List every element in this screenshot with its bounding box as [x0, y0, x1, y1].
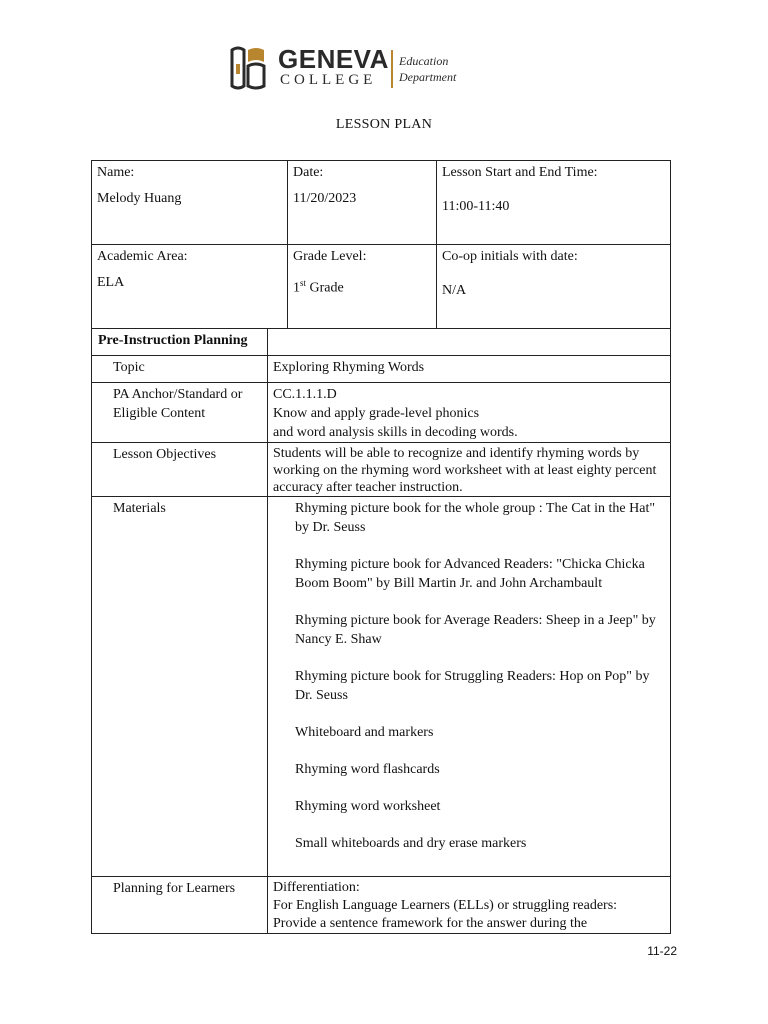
name-value: Melody Huang: [97, 191, 182, 206]
topic-label: Topic: [92, 356, 268, 383]
coop-initials-label: Co-op initials with date:: [442, 249, 578, 264]
grade-word: Grade: [306, 280, 344, 296]
standard-label-line1: PA Anchor/Standard or: [113, 387, 243, 402]
academic-area-label: Academic Area:: [97, 249, 188, 264]
time-cell: [437, 161, 671, 245]
date-label: Date:: [293, 165, 324, 180]
grade-level-cell: [288, 245, 437, 329]
pre-instruction-planning-header: Pre-Instruction Planning: [92, 329, 268, 356]
objectives-label: Lesson Objectives: [92, 443, 268, 497]
planning-table: [91, 328, 671, 934]
time-label: Lesson Start and End Time:: [442, 165, 598, 180]
logo-college-text: COLLEGE: [280, 72, 377, 88]
document-title: LESSON PLAN: [335, 117, 433, 132]
material-item: Rhyming picture book for Struggling Readers: Hop on Pop" by Dr. Seuss: [295, 669, 650, 703]
learners-value: [268, 877, 671, 934]
logo-divider: [391, 50, 393, 88]
learners-line1: Differentiation:: [273, 880, 360, 895]
logo-dept-line1: Education: [399, 54, 449, 68]
grade-number: 1: [293, 280, 300, 296]
standard-label: [92, 383, 268, 443]
material-item: Rhyming word worksheet: [295, 799, 441, 814]
logo-geneva-text: GENEVA: [278, 44, 389, 74]
grade-level-label: Grade Level:: [293, 249, 367, 264]
material-item: Rhyming word flashcards: [295, 762, 440, 777]
page-number: 11-22: [647, 944, 677, 958]
name-label: Name:: [97, 165, 135, 180]
geneva-college-logo: [228, 44, 478, 94]
pre-instruction-planning-empty: [268, 329, 671, 356]
college-crest-icon: [228, 46, 270, 92]
standard-code: CC.1.1.1.D: [273, 387, 337, 402]
standard-value: [268, 383, 671, 443]
grade-ordinal: st: [300, 278, 307, 288]
learners-line2: For English Language Learners (ELLs) or struggling readers:: [273, 898, 618, 913]
lesson-info-table: [91, 160, 671, 329]
academic-area-value: ELA: [97, 275, 125, 290]
topic-value: Exploring Rhyming Words: [268, 356, 671, 383]
material-item: Whiteboard and markers: [295, 725, 434, 740]
date-value: 11/20/2023: [293, 191, 357, 206]
grade-level-value: [293, 273, 431, 299]
coop-initials-value: N/A: [442, 283, 467, 298]
academic-area-cell: [92, 245, 288, 329]
time-value: 11:00-11:40: [442, 199, 510, 214]
coop-initials-cell: [437, 245, 671, 329]
objectives-value: Students will be able to recognize and identify rhyming words by working on the rhyming word worksheet with at least eighty percent accuracy after teacher instruction.: [268, 443, 671, 497]
logo-department-text: [399, 53, 456, 85]
standard-text-line1: Know and apply grade-level phonics: [273, 406, 480, 421]
material-item: Small whiteboards and dry erase markers: [295, 836, 527, 851]
materials-label: Materials: [92, 497, 268, 877]
standard-text-line2: and word analysis skills in decoding words.: [273, 425, 518, 440]
logo-dept-line2: Department: [399, 70, 457, 84]
learners-line3: Provide a sentence framework for the answer during the: [273, 916, 588, 931]
material-item: Rhyming picture book for Average Readers: Sheep in a Jeep" by Nancy E. Shaw: [295, 613, 656, 647]
learners-label: Planning for Learners: [92, 877, 268, 934]
name-cell: [92, 161, 288, 245]
materials-list: [268, 497, 671, 877]
date-cell: [288, 161, 437, 245]
standard-label-line2: Eligible Content: [113, 406, 206, 421]
material-item: Rhyming picture book for the whole group : The Cat in the Hat" by Dr. Seuss: [295, 501, 656, 535]
material-item: Rhyming picture book for Advanced Readers: "Chicka Chicka Boom Boom" by Bill Martin Jr. and John Archambault: [295, 557, 645, 591]
